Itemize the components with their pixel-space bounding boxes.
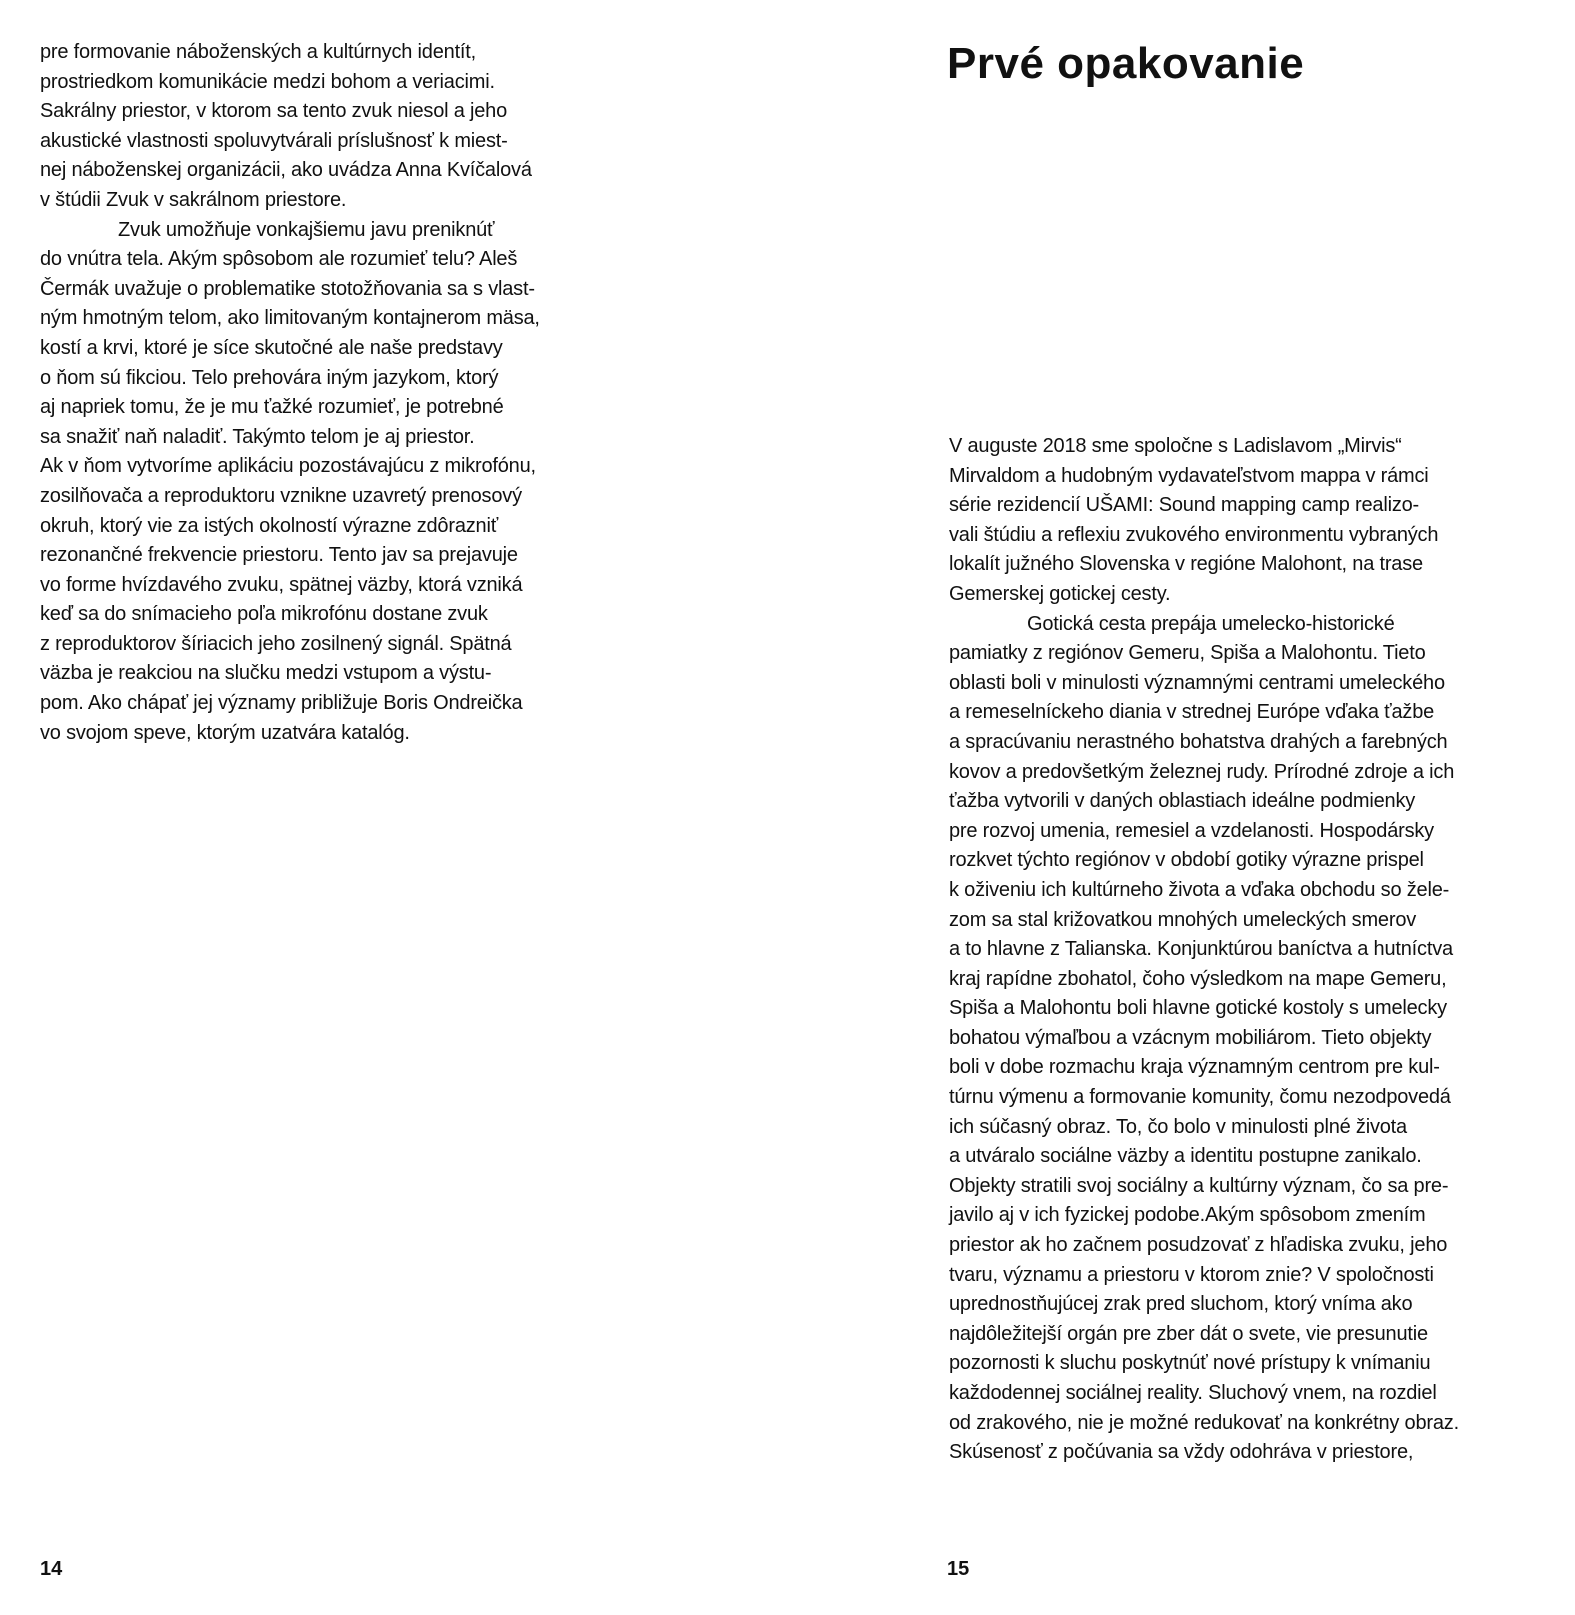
chapter-title: Prvé opakovanie [947,39,1305,88]
text-line: vo forme hvízdavého zvuku, spätnej väzby, ktorá vzniká [40,573,523,596]
text-line: bohatou výmaľbou a vzácnym mobiliárom. Tieto objekty [949,1026,1432,1049]
text-line: a to hlavne z Talianska. Konjunktúrou baníctva a hutníctva [949,938,1453,961]
left-page [0,0,787,1615]
left-body-text [40,38,640,748]
text-line: Čermák uvažuje o problematike stotožňovania sa s vlast- [40,277,535,300]
text-line: a utváralo sociálne väzby a identitu postupne zanikalo. [949,1145,1422,1168]
text-line: a spracúvaniu nerastného bohatstva drahých a farebných [949,730,1448,753]
page-number-left: 14 [40,1558,63,1580]
page-number-right: 15 [947,1558,970,1580]
text-line: boli v dobe rozmachu kraja významným centrom pre kul- [949,1056,1440,1079]
text-line: Gotická cesta prepája umelecko-historické [1027,612,1395,635]
text-line: Ak v ňom vytvoríme aplikáciu pozostávajúcu z mikrofónu, [40,455,536,478]
right-body-text [949,432,1549,1468]
text-line: zom sa stal križovatkou mnohých umeleckých smerov [949,908,1417,931]
text-line: Gemerskej gotickej cesty. [949,582,1171,605]
text-line: pre formovanie náboženských a kultúrnych identít, [40,41,477,63]
text-line: v štúdii Zvuk v sakrálnom priestore. [40,188,347,211]
text-line: zosilňovača a reproduktoru vznikne uzavretý prenosový [40,484,522,507]
text-line: pre rozvoj umenia, remesiel a vzdelanosti. Hospodársky [949,819,1434,842]
text-line: nej náboženskej organizácii, ako uvádza Anna Kvíčalová [40,159,532,182]
text-line: každodennej sociálnej reality. Sluchový vnem, na rozdiel [949,1382,1437,1404]
text-line: k oživeniu ich kultúrneho života a vďaka obchodu so žele- [949,878,1450,901]
text-line: Zvuk umožňuje vonkajšiemu javu preniknúť [118,218,495,241]
text-line: ťažba vytvorili v daných oblastiach ideálne podmienky [949,790,1416,813]
right-page [787,0,1575,1615]
text-line: série rezidencií UŠAMI: Sound mapping camp realizo- [949,494,1420,517]
text-line: Sakrálny priestor, v ktorom sa tento zvuk niesol a jeho [40,100,508,123]
text-line: najdôležitejší orgán pre zber dát o svete, vie presunutie [949,1322,1428,1345]
text-line: z reproduktorov šíriacich jeho zosilnený signál. Spätná [40,632,512,655]
text-line: rezonančné frekvencie priestoru. Tento jav sa prejavuje [40,544,518,567]
text-line: tvaru, významu a priestoru v ktorom znie? V spoločnosti [949,1263,1434,1286]
text-line: oblasti boli v minulosti významnými centrami umeleckého [949,671,1445,694]
text-line: od zrakového, nie je možné redukovať na konkrétny obraz. [949,1411,1459,1434]
text-line: pozornosti k sluchu poskytnúť nové prístupy k vnímaniu [949,1352,1431,1375]
text-line: rozkvet týchto regiónov v období gotiky výrazne prispel [949,849,1424,872]
text-line: o ňom sú fikciou. Telo prehovára iným jazykom, ktorý [40,366,499,389]
text-line: javilo aj v ich fyzickej podobe.Akým spôsobom zmením [949,1204,1426,1227]
text-line: vali štúdiu a reflexiu zvukového environmentu vybraných [949,523,1439,546]
text-line: okruh, ktorý vie za istých okolností výrazne zdôrazniť [40,514,499,537]
text-line: sa snažiť naň naladiť. Takýmto telom je aj priestor. [40,425,475,448]
text-line: pamiatky z regiónov Gemeru, Spiša a Malohontu. Tieto [949,642,1426,665]
text-line: uprednostňujúcej zrak pred sluchom, ktorý vníma ako [949,1293,1413,1316]
text-line: kostí a krvi, ktoré je síce skutočné ale naše predstavy [40,336,503,359]
text-line: Skúsenosť z počúvania sa vždy odohráva v priestore, [949,1441,1414,1464]
text-line: do vnútra tela. Akým spôsobom ale rozumieť telu? Aleš [40,248,518,271]
text-line: vo svojom speve, ktorým uzatvára katalóg. [40,721,410,744]
text-line: ich súčasný obraz. To, čo bolo v minulosti plné života [949,1115,1407,1138]
text-line: kraj rapídne zbohatol, čoho výsledkom na mape Gemeru, [949,967,1447,990]
text-line: aj napriek tomu, že je mu ťažké rozumieť, je potrebné [40,396,504,419]
text-line: Mirvaldom a hudobným vydavateľstvom mappa v rámci [949,464,1429,487]
text-line: lokalít južného Slovenska v regióne Malohont, na trase [949,553,1423,576]
text-line: väzba je reakciou na slučku medzi vstupom a výstu- [40,662,492,685]
text-line: Spiša a Malohontu boli hlavne gotické kostoly s umelecky [949,997,1447,1020]
text-line: túrnu výmenu a formovanie komunity, čomu nezodpovedá [949,1086,1451,1109]
text-line: ným hmotným telom, ako limitovaným kontajnerom mäsa, [40,307,540,330]
text-line: akustické vlastnosti spoluvytvárali príslušnosť k miest- [40,129,508,152]
text-line: Objekty stratili svoj sociálny a kultúrny význam, čo sa pre- [949,1174,1449,1197]
text-line: prostriedkom komunikácie medzi bohom a veriacimi. [40,70,495,93]
text-line: kovov a predovšetkým železnej rudy. Prírodné zdroje a ich [949,760,1455,783]
text-line: priestor ak ho začnem posudzovať z hľadiska zvuku, jeho [949,1234,1448,1257]
text-line: V auguste 2018 sme spoločne s Ladislavom „Mirvis“ [949,435,1402,457]
text-line: a remeselníckeho diania v strednej Európe vďaka ťažbe [949,701,1435,724]
text-line: pom. Ako chápať jej významy približuje Boris Ondreička [40,692,523,715]
text-line: keď sa do snímacieho poľa mikrofónu dostane zvuk [40,603,488,626]
